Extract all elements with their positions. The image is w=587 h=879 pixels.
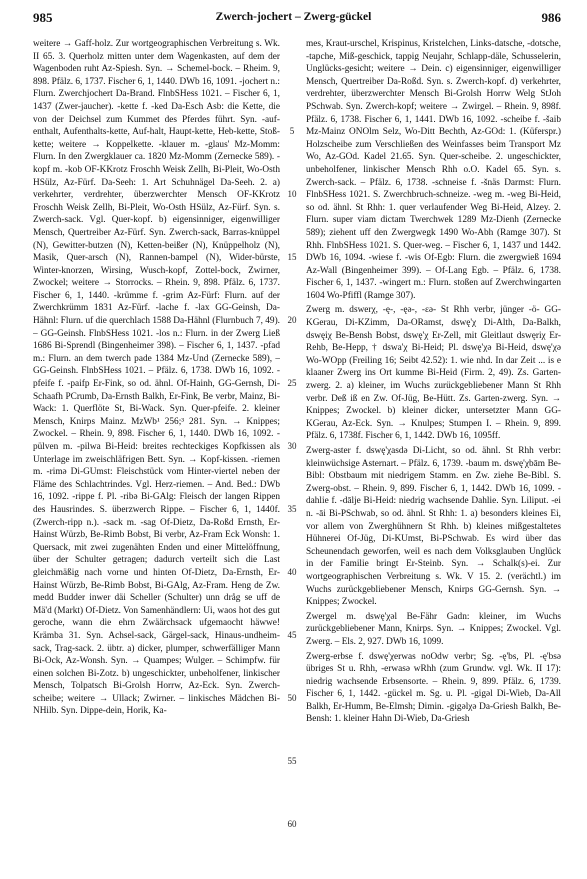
line-number: 35 bbox=[287, 504, 297, 514]
line-number: 5 bbox=[289, 126, 295, 136]
line-number: 15 bbox=[287, 252, 297, 262]
entry-paragraph: Zwerg-erbse f. dswę'χerwas noOdw verbr; Sg. -ę'bs, Pl. -ę'bsə übriges St u. Rhh, -erwasə wRhh (zum Grundw. vgl. Wk. II 17): niedrig wachsende Erbsensorte. – Rhein. 9, 899. Pfälz. 6, 1739. Fischer 6, 1, 1442. -gückel m. Sg. u. Pl. -gigəl Di-Wieb, Da-All Balkh, Er-Humm, Be-Elmsh; Dimin. -gigəlχə Da-Griesh Balkh, Be-Bensh: 1. kleiner Hahn Di-Wieb, Da-Griesh bbox=[306, 651, 561, 725]
line-number: 10 bbox=[287, 189, 297, 199]
line-number: 45 bbox=[287, 630, 297, 640]
line-number: 50 bbox=[287, 693, 297, 703]
entry-paragraph: Zwerg m. dswerχ, -ę-, -ęə-, -εə- St Rhh verbr, jünger -ö- GG-KGerau, Di-KZimm, Da-ORamst, dswę'χ Di-Alth, Da-Balkh, dswęiχ Be-Bensh Bobst, dswę'χ Er-Zell, mit Gleitlaut dswęriχ Er-Rehb, Be-Hepp, † dswa'χ Bi-Heid; Pl. dswę'χə Bi-Heid, dswę'χə Wo-WOpp (Freiling 16; Seibt 42.52): 1. wie nhd. In dar Zeit ... is e klaaner Zwerg ins Ort kumme Bi-Heid (Firm. 2, 49). Zs. Garten-zwerg. 2. a) kleiner, im Wuchs zurückgebliebener Mann St Rhh verbr. Deß iß en Zw. Of-Jüg, Be-Hütt. Zs. Garten-zwerg. Syn. → Knippes; Zwockel. b) kleiner dicker, untersetzter Mann GG-KGerau, Az-Eck. Syn. → Knulpes; Stumpen I. – Rhein. 9, 899. Pfälz. 6, 1738f. Fischer 6, 1, 1442. DWb 16, 1095ff. bbox=[306, 305, 561, 442]
left-column-text: weitere → Gaff-holz. Zur wortgeographischen Verbreitung s. Wk. II 65. 3. Querholz mitten unter dem Wagenkasten, auf dem der Wagenboden ruht Az-Spiesh. Syn. → Schemel-bock. – Rheim. 9, 898. Pfälz. 6, 1737. Fischer 6, 1, 1440. DWb 16, 1091. -jochert n.: Flurn. Zwerchjochert Da-Brand. FlnbSHess 1021. – Fischer 6, 1, 1437 (Zwer-jaucher). -kette f. -ked Da-Esch Asb: die Kette, die von der Deichsel zum Kummet des Pferdes führt. Syn. -auf-enthalt, Aufenthalts-kette, Auf-halt, Haupt-kette, Heb-kette, Stoß-kette; weitere → Koppelkette. -klauer m. -glaus' Mz-Momm: Flurn. In den Zwergklauer ca. 1820 Mz-Momm (Zernecke 589). -kopf m. -kob OF-KKrotz Froschh Weisk Zellh, Bi-Pleit, Wo-Osth HSülz, Az-Fürf. Da-Seeh: 1. Art Schuhnägel Da-Seeh. 2. a) verkehrter, verdrehter, überzwerchter Mensch OF-KKrotz Froschh Weisk Zellh, Bi-Pleit, Wo-Osth HSülz, Az-Fürf. Syn. s. Zwerch-sack. Vgl. Quer-kopf. b) eigensinniger, eigenwilliger Mensch, Quertreiber Az-Fürf. Syn. Zwerch-sack, Barras-knüppel (N), Gewitter-butzen (N), Ketten-beißer (N), Knüppelholz (N), Masik, Quer-arsch (N), Rannen-bampel (N), Wider-bürste, Winter-knorzen, Wirsing, Wusch-kopf, Zottel-bock, Zwirner, Zwockel; weitere → Storrocks. – Rhein. 9, 898. Pfälz. 6, 1737. Fischer 6, 1, 1440. -krümme f. -grim Az-Fürf: Flurn. auf der Zwerchkrümm 1831 Az-Fürf. -lache f. -lax GG-Geinsh, Da-Hähnl: Flurn. uf die querchlach 1588 Da-Hähnl (Flurnbuch 7, 49). – GG-Geinsh. FlnbSHess 1021. -los n.: Flurn. in der Zwerg Ließ 1686 Bi-Sprendl (Bingenheimer 398). – Fischer 6, 1, 1437. -pfad m.: Flurn. an dem twerch pade 1384 Mz-Und (Zernecke 589), – GG-Geinsh. FlnbSHess 1021. – Pfälz. 6, 1738. DWb 16, 1092. -pfeife f. -paifp Er-Fink, so od. ähnl. Of-Hainh, GG-Gernsh, Di-Schaafh PCrumb, Da-Ernsth Balkh, Er-Fink, Be verbr, Mainz, Bi-Wack: 1. Querflöte St, Bi-Wack. Syn. Quer-pfeife. 2. kleiner Mensch, Knirps Mainz. MzWb¹ 256;³ 281. Syn. → Knippes; Zwockel. – Rhein. 9, 898. Fischer 6, 1, 1440. DWb 16, 1092. -pülven m. -pilwa Bi-Heid: breites rechteckiges Kopfkissen als Unterlage im zweischläfrigen Bett. Syn. → Kopf-kissen. -riemen m. -rimə Di-GUmst: Fleischstück vom Hinter-viertel neben der Flämе des Schlachtrindes. Vgl. Herz-riemen. – And. Bed.: DWb 16, 1092. -rippe f. Pl. -ribə Bi-GAlg: Fleisch der langen Rippen des Hausrindes. S. überzwerch Rippe. – Fischer 6, 1, 1440f. (Zwerch-ripp n.). -sack m. -sag Of-Dietz, Da-Roßd Ernsth, Er-Hainst Würzb, Be-Rimb Bobst, Bi verbr, Az-Fram Eck Wonsh: 1. Quersack, mit zwei zugenähten Enden und einer Mittelöffnung, über der Schulter getragen; dadurch verteilt sich die Last gleichmäßig nach vorne und hinten Of-Dietz, Da-Ernsth, Er-Hainst Würzb, Be-Rimb Bobst, Bi-GAlg, Az-Fram. Heng de Zw. medd Budder inwer däi Scheller (Schulter) unn dråg se uff de Mä'd (Markt) Of-Dietz. Von Samenhändlern: Ui, waos hot des gut geroche, wann die ehrn Zwäärchsack ufgemaocht häwwe! Krämba 31. Syn. Achsel-sack, Gärgel-sack, Hinaus-undheim-sack, Trag-sack. 2. übtr. a) dicker, plumper, schwerfälliger Mann Bi-Ock, Az-Wonsh. Syn. → Quampes; Wulger. – Schimpfw. für einen solchen Bi-Zotz. b) ungeschickter, unbeholfener, linkischer Mensch, Tolpatsch Bi-Grolsh Horrw, Az-Eck. Syn. Zwerch-scheibe; weitere → Ullack; Zwirner. – linkisches Mädchen Bi-NHilb. Syn. Dippe-dein, Horik, Ka- bbox=[33, 39, 280, 717]
running-head: Zwerch-jochert – Zwerg-gückel bbox=[215, 11, 372, 23]
line-number: 20 bbox=[287, 315, 297, 325]
line-number: 55 bbox=[287, 756, 297, 766]
line-number: 60 bbox=[287, 819, 297, 829]
page-number-right: 986 bbox=[541, 10, 561, 25]
entry-paragraph: mes, Kraut-urschel, Krispinus, Kristelchen, Links-datsche, -dotsche, -tapche, Miß-geschick, tappig Neujahr, Schlapp-däle, Schusselerin, Unglücks-gesicht; weitere → Dein. c) eigensinniger, eigenwilliger Mensch, Quertreiber Da-Roßd. Syn. s. Zwerch-kopf. d) verkehrter, verdrehter, überzwerchter Mensch Bi-Grolsh Horrw Welg StJoh PSchwab. Syn. Zwerch-kopf; weitere → Zwirgel. – Rhein. 9, 898f. Pfälz. 6, 1738. Fischer 6, 1, 1441. DWb 16, 1092. -scheibe f. -šaib Mz-Mainz ONOlm Selz, Wo-Ditt Bechth, Az-GOd: 1. (Küferspr.) Holzscheibe zum Verschließen des Weinfasses beim Transport Mz Wo, Az-GOd. Kadel 21.65. Syn. Quer-scheibe. 2. ungeschickter, unbeholfener, linkischer Mensch Rhh o.O. Kadel 65. Syn. s. Zwerch-sack. – Pfälz. 6, 1738. -schneise f. -šnäs Darmst: Flurn. FlnbSHess 1021. S. Zwerchbruch-schneize. -weg m. -weg Bi-Heid, so od. ähnl. St Rhh: 1. quer verlaufender Weg Bi-Heid, Alzey. 2. Flurn. super viam dictam Twerchwek 1289 Mz-Dienh (Zernecke 589); ziehent uff den Zwergwegk 1490 Wo-Abh (Ramge 307). St Rhh. FlnbSHess 1021. S. Quer-weg. – Fischer 6, 1, 1437 und 1442. DWb 16, 1094. -wiese f. -wis Of-Egb: Flurn. die zwergwieß 1694 Az-Wall (Bingenheimer 399). – Of-Lang Egb. – Pfälz. 6, 1738. Fischer 6, 1, 1437. -wingert m.: Flurn. stoßen auf Zwerchwingarten 1604 Wo-Pfiffl (Ramge 307). bbox=[306, 39, 561, 301]
line-number: 25 bbox=[287, 378, 297, 388]
entry-paragraph: Zwergel m. dswę'χəl Be-Fähr Gadn: kleiner, im Wuchs zurückgebliebener Mann, Knirps. Syn. → Knippes; Zwockel. Vgl. Zwerg. – Els. 2, 927. DWb 16, 1099. bbox=[306, 611, 561, 647]
right-column bbox=[306, 38, 561, 873]
line-number-gutter bbox=[281, 38, 303, 873]
entry-paragraph: Zwerg-aster f. dswę'χasdə Di-Licht, so od. ähnl. St Rhh verbr: kleinwüchsige Asternart. – Pfälz. 6, 1739. -baum m. dswę'χbām Be-Bibl: Obstbaum mit niedrigem Stamm. en Zw. ziehe Be-Bibl. S. Zwerg-obst. – Rhein. 9, 899. Fischer 6, 1, 1442. DWb 16, 1099. -dahlie f. -dālje Bi-Heid: niedrig wachsende Dahlie. Syn. Liliput. -ei n. -āi Bi-PSchwab, so od. ähnl. St Rhh: 1. a) besonders kleines Ei, vor allem von Zwerghühnern St Rhh. b) kleines mißgestaltetes Hühnerei Of-Jüg, Di-KUmst, Bi-PSchwab. Es wird über das Scheunendach geworfen, weil es nach dem Volksglauben Unglück in der Familie bringt Er-Steinb. Syn. → Schalk(s)-ei. Zur wortgeographischen Verbreitung s. Wk. V 15. 2. (verächtl.) im Wuchs zurückgebliebener Mensch, Knirps GG-Gernsh. Syn. → Knippes; Zwockel. bbox=[306, 446, 561, 608]
left-column bbox=[33, 38, 280, 873]
line-number: 40 bbox=[287, 567, 297, 577]
page-number-left: 985 bbox=[33, 10, 53, 25]
line-number: 30 bbox=[287, 441, 297, 451]
